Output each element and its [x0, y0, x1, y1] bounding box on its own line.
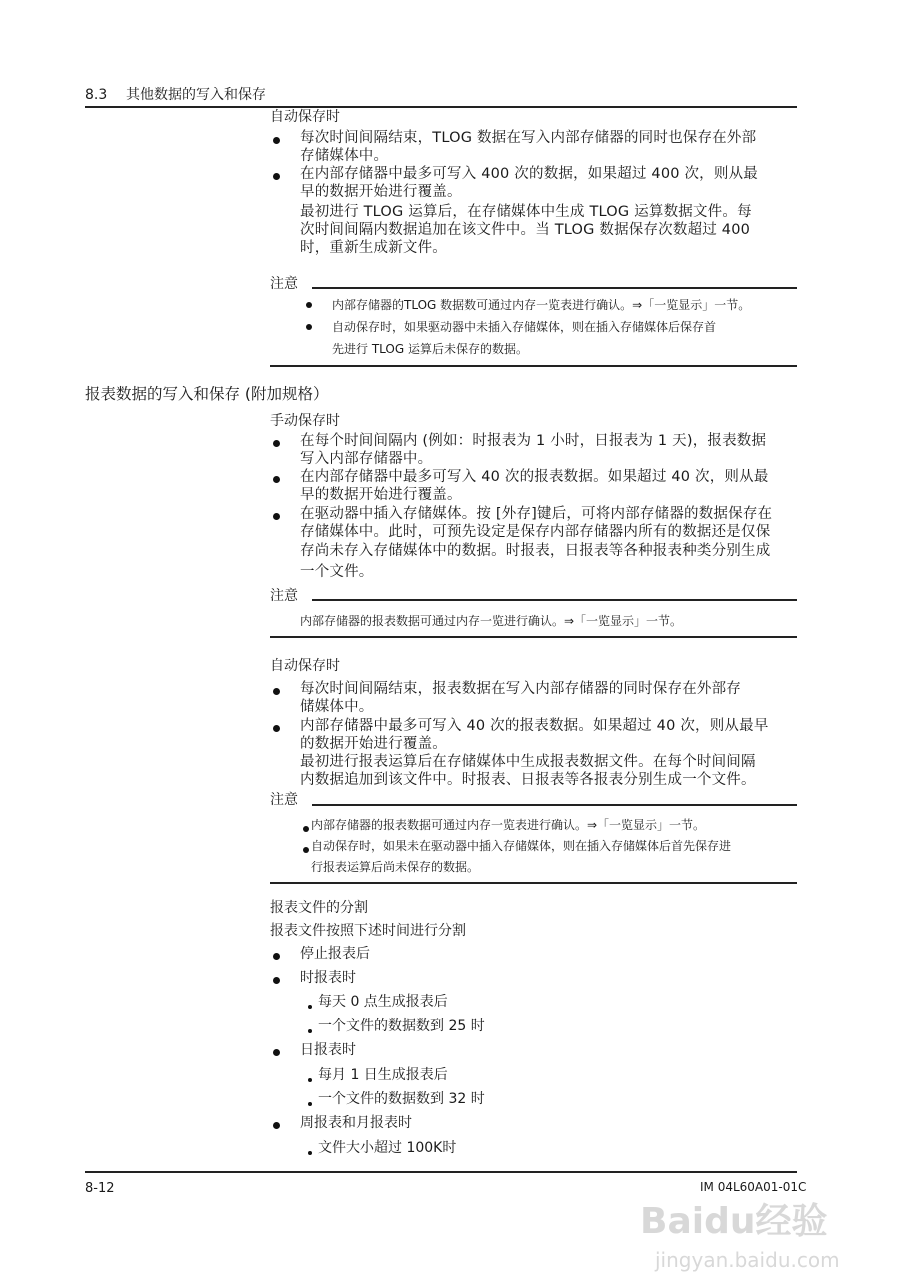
subheading-auto-save: 自动保存时 — [270, 109, 340, 125]
note-line: 先进行 TLOG 运算后未保存的数据。 — [332, 342, 528, 356]
note-line: 自动保存时，如果未在驱动器中插入存储媒体，则在插入存储媒体后首先保存进 — [311, 839, 732, 853]
sub-list-item: 文件大小超过 100K时 — [318, 1140, 457, 1156]
body-line: 早的数据开始进行覆盖。 — [300, 184, 462, 200]
body-line: 每次时间间隔结束，TLOG 数据在写入内部存储器的同时也保存在外部 — [300, 130, 757, 146]
sub-bullet-icon — [308, 1005, 312, 1009]
body-line: 在驱动器中插入存储媒体。按 [外存]键后，可将内部存储器的数据保存在 — [300, 506, 773, 522]
list-item: 日报表时 — [300, 1042, 356, 1058]
body-line: 早的数据开始进行覆盖。 — [300, 487, 462, 503]
body-line: 时，重新生成新文件。 — [300, 240, 447, 256]
subheading-manual-save: 手动保存时 — [270, 413, 340, 429]
note-end-rule — [270, 882, 797, 884]
sub-bullet-icon — [308, 1102, 312, 1106]
note-line: 内部存储器的报表数据可通过内存一览进行确认。⇒「一览显示」一节。 — [300, 614, 683, 628]
sub-bullet-icon — [308, 1029, 312, 1033]
sub-bullet-icon — [308, 1151, 312, 1155]
body-line: 在内部存储器中最多可写入 40 次的报表数据。如果超过 40 次，则从最 — [300, 469, 769, 485]
page-number: 8-12 — [85, 1181, 115, 1196]
bullet-icon — [273, 137, 280, 144]
bullet-icon — [273, 725, 280, 732]
body-line: 存尚未存入存储媒体中的数据。时报表，日报表等各种报表种类分别生成 — [300, 543, 771, 559]
sub-list-item: 一个文件的数据数到 32 时 — [318, 1091, 485, 1107]
note-rule — [312, 287, 797, 289]
footer-rule — [85, 1171, 797, 1173]
note-line: 自动保存时，如果驱动器中未插入存储媒体，则在插入存储媒体后保存首 — [332, 320, 717, 334]
note-line: 行报表运算后尚未保存的数据。 — [311, 860, 480, 874]
bullet-icon — [273, 1122, 280, 1129]
note-rule — [312, 599, 797, 601]
body-line: 一个文件。 — [300, 564, 374, 580]
bullet-icon — [273, 953, 280, 960]
body-line: 储媒体中。 — [300, 699, 374, 715]
bullet-icon — [303, 826, 309, 832]
body-line: 内部存储器中最多可写入 40 次的报表数据。如果超过 40 次，则从最早 — [300, 718, 769, 734]
bullet-icon — [303, 847, 309, 853]
list-item: 周报表和月报表时 — [300, 1115, 412, 1131]
bullet-icon — [273, 977, 280, 984]
bullet-icon — [273, 1049, 280, 1056]
body-line: 存储媒体中。此时，可预先设定是保存内部存储器内所有的数据还是仅保 — [300, 524, 771, 540]
body-line: 的数据开始进行覆盖。 — [300, 736, 447, 752]
note-label: 注意 — [270, 588, 298, 604]
body-line: 最初进行 TLOG 运算后，在存储媒体中生成 TLOG 运算数据文件。每 — [300, 204, 752, 220]
section-number: 8.3 — [85, 87, 108, 103]
note-line: 内部存储器的报表数据可通过内存一览表进行确认。⇒「一览显示」一节。 — [311, 818, 706, 832]
sub-list-item: 一个文件的数据数到 25 时 — [318, 1018, 485, 1034]
note-rule — [312, 804, 797, 806]
body-line: 最初进行报表运算后在存储媒体中生成报表数据文件。在每个时间间隔 — [300, 754, 756, 770]
body-line: 在每个时间间隔内 (例如：时报表为 1 小时，日报表为 1 天)，报表数据 — [300, 433, 767, 449]
document-id: IM 04L60A01-01C — [700, 1180, 807, 1194]
bullet-icon — [273, 173, 280, 180]
sub-list-item: 每天 0 点生成报表后 — [318, 994, 448, 1010]
note-label: 注意 — [270, 276, 298, 292]
watermark-url: jingyan.baidu.com — [655, 1248, 840, 1272]
watermark-logo: Baidu经验 — [640, 1201, 828, 1242]
body-line: 次时间间隔内数据追加在该文件中。当 TLOG 数据保存次数超过 400 — [300, 222, 751, 238]
body-line: 每次时间间隔结束，报表数据在写入内部存储器的同时保存在外部存 — [300, 681, 741, 697]
note-label: 注意 — [270, 792, 298, 808]
sub-list-item: 每月 1 日生成报表后 — [318, 1067, 448, 1083]
bullet-icon — [273, 476, 280, 483]
split-intro: 报表文件按照下述时间进行分割 — [270, 923, 466, 939]
body-line: 存储媒体中。 — [300, 148, 389, 164]
subheading-auto-save: 自动保存时 — [270, 658, 340, 674]
bullet-icon — [306, 302, 312, 308]
bullet-icon — [273, 513, 280, 520]
body-line: 内数据追加到该文件中。时报表、日报表等各报表分别生成一个文件。 — [300, 772, 756, 788]
list-item: 停止报表后 — [300, 946, 370, 962]
note-end-rule — [270, 365, 797, 367]
note-end-rule — [270, 636, 797, 638]
section-title: 其他数据的写入和保存 — [126, 87, 266, 103]
list-item: 时报表时 — [300, 970, 356, 986]
bullet-icon — [306, 324, 312, 330]
subheading-file-split: 报表文件的分割 — [270, 900, 368, 916]
note-line: 内部存储器的TLOG 数据数可通过内存一览表进行确认。⇒「一览显示」一节。 — [332, 298, 751, 312]
section-heading: 报表数据的写入和保存 (附加规格） — [85, 385, 329, 403]
body-line: 在内部存储器中最多可写入 400 次的数据，如果超过 400 次，则从最 — [300, 166, 758, 182]
body-line: 写入内部存储器中。 — [300, 451, 433, 467]
sub-bullet-icon — [308, 1078, 312, 1082]
bullet-icon — [273, 440, 280, 447]
bullet-icon — [273, 688, 280, 695]
header-rule — [85, 106, 797, 108]
